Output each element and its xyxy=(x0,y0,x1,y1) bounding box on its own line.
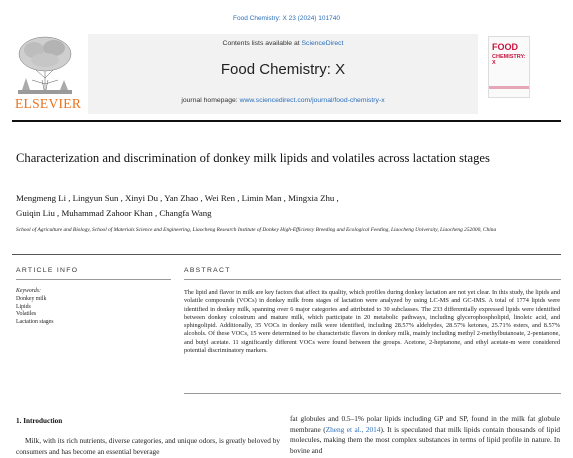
journal-cover-thumbnail[interactable] xyxy=(488,36,530,98)
cover-band xyxy=(489,86,529,89)
journal-homepage-link[interactable]: www.sciencedirect.com/journal/food-chemistry-x xyxy=(239,97,385,104)
journal-citation[interactable]: Food Chemistry: X 23 (2024) 101740 xyxy=(233,15,340,22)
keywords-list xyxy=(16,296,54,326)
elsevier-tree-icon xyxy=(12,34,78,96)
homepage-line xyxy=(88,97,478,104)
authors-line-1: Mengmeng Li , Lingyun Sun , Xinyi Du , Yan Zhao , Wei Ren , Limin Man , Mingxia Zhu , xyxy=(16,193,339,203)
keywords-label: Keywords: xyxy=(16,288,41,294)
article-info-heading: ARTICLE INFO xyxy=(16,267,79,274)
cover-title: FOOD xyxy=(492,42,518,52)
affiliation: School of Agriculture and Biology, School of Materials Science and Engineering, Liaocheng Research Institute of Donkey High-Efficiency Breeding and Ecological Feeding, Liaocheng University, Liaocheng 252000, China xyxy=(16,227,497,233)
introduction-left-column: Milk, with its rich nutrients, diverse categories, and unique odors, is greatly beloved by consumers and has become an essential beverage xyxy=(16,436,280,456)
keyword-item: Donkey milk xyxy=(16,296,47,302)
introduction-heading: 1. Introduction xyxy=(16,417,63,425)
sciencedirect-link[interactable]: ScienceDirect xyxy=(301,40,344,47)
intro-right-text-a: fat globules and 0.5–1% polar lipids including GP and SP, found in the milk fat globule membrane ( xyxy=(290,414,560,434)
citation-link[interactable]: Zheng et al., 2014 xyxy=(325,424,381,434)
abstract-rule xyxy=(184,279,561,280)
contents-prefix: Contents lists available at xyxy=(222,40,302,47)
article-info-rule xyxy=(16,279,171,280)
header-divider xyxy=(12,120,561,122)
intro-right-text-b: ). It is speculated that milk lipids contain thousands of lipid molecules, making them the most complex substances in terms of lipid profile in nature. In bovine and xyxy=(290,424,561,455)
author-list xyxy=(16,191,536,221)
affiliation-divider xyxy=(12,254,561,255)
authors-line-2: Guiqin Liu , Muhammad Zahoor Khan , Changfa Wang xyxy=(16,208,212,218)
abstract-heading: ABSTRACT xyxy=(184,267,231,274)
journal-header xyxy=(12,34,561,114)
abstract-text: The lipid and flavor in milk are key factors that affect its quality, which profiles during donkey lactation are not yet clear. In this study, the lipids and volatile compounds (VOCs) in donkey milk from stages of lactation were analyzed by using LC-MS and GC-IMS. A total of 1774 lipids were identified in donkey milk, spanning over 6 major categories and attributed to 30 subclasses. The 233 differentially expressed lipids were identified between donkey colostrum and mature milk, which participate in 20 metabolic pathways, including glycerophospholipid, linoleic acid, and sphingolipid. Additionally, 35 VOCs in donkey milk were identified, including 28.57% aldehydes, 28.57% ketones, 25.71% esters, and 8.57% alcohols. Of these VOCs, 15 were determined to be characteristic flavors in donkey milk, mainly including methyl 2-methylbutanoate, 2-pentanone, and butyl acetate. 11 significantly different VOCs were found between the groups. Acetone, 2-heptanone, and ethyl acetate-m were considered potential discriminatory markers. xyxy=(184,289,560,354)
journal-title: Food Chemistry: X xyxy=(220,61,346,78)
keyword-item: Volatiles xyxy=(16,311,37,318)
abstract-bottom-rule xyxy=(184,393,561,394)
keyword-item: Lactation stages xyxy=(16,318,54,325)
homepage-prefix: journal homepage: xyxy=(181,97,240,104)
cover-subtitle: CHEMISTRY: X xyxy=(492,54,526,66)
keyword-item: Lipids xyxy=(16,303,31,310)
contents-line xyxy=(88,40,478,47)
journal-banner xyxy=(88,34,478,114)
elsevier-logo[interactable] xyxy=(12,34,80,114)
article-title: Characterization and discrimination of donkey milk lipids and volatiles across lactation stages xyxy=(16,151,490,165)
elsevier-wordmark: ELSEVIER xyxy=(15,96,82,111)
introduction-right-column xyxy=(290,414,560,456)
